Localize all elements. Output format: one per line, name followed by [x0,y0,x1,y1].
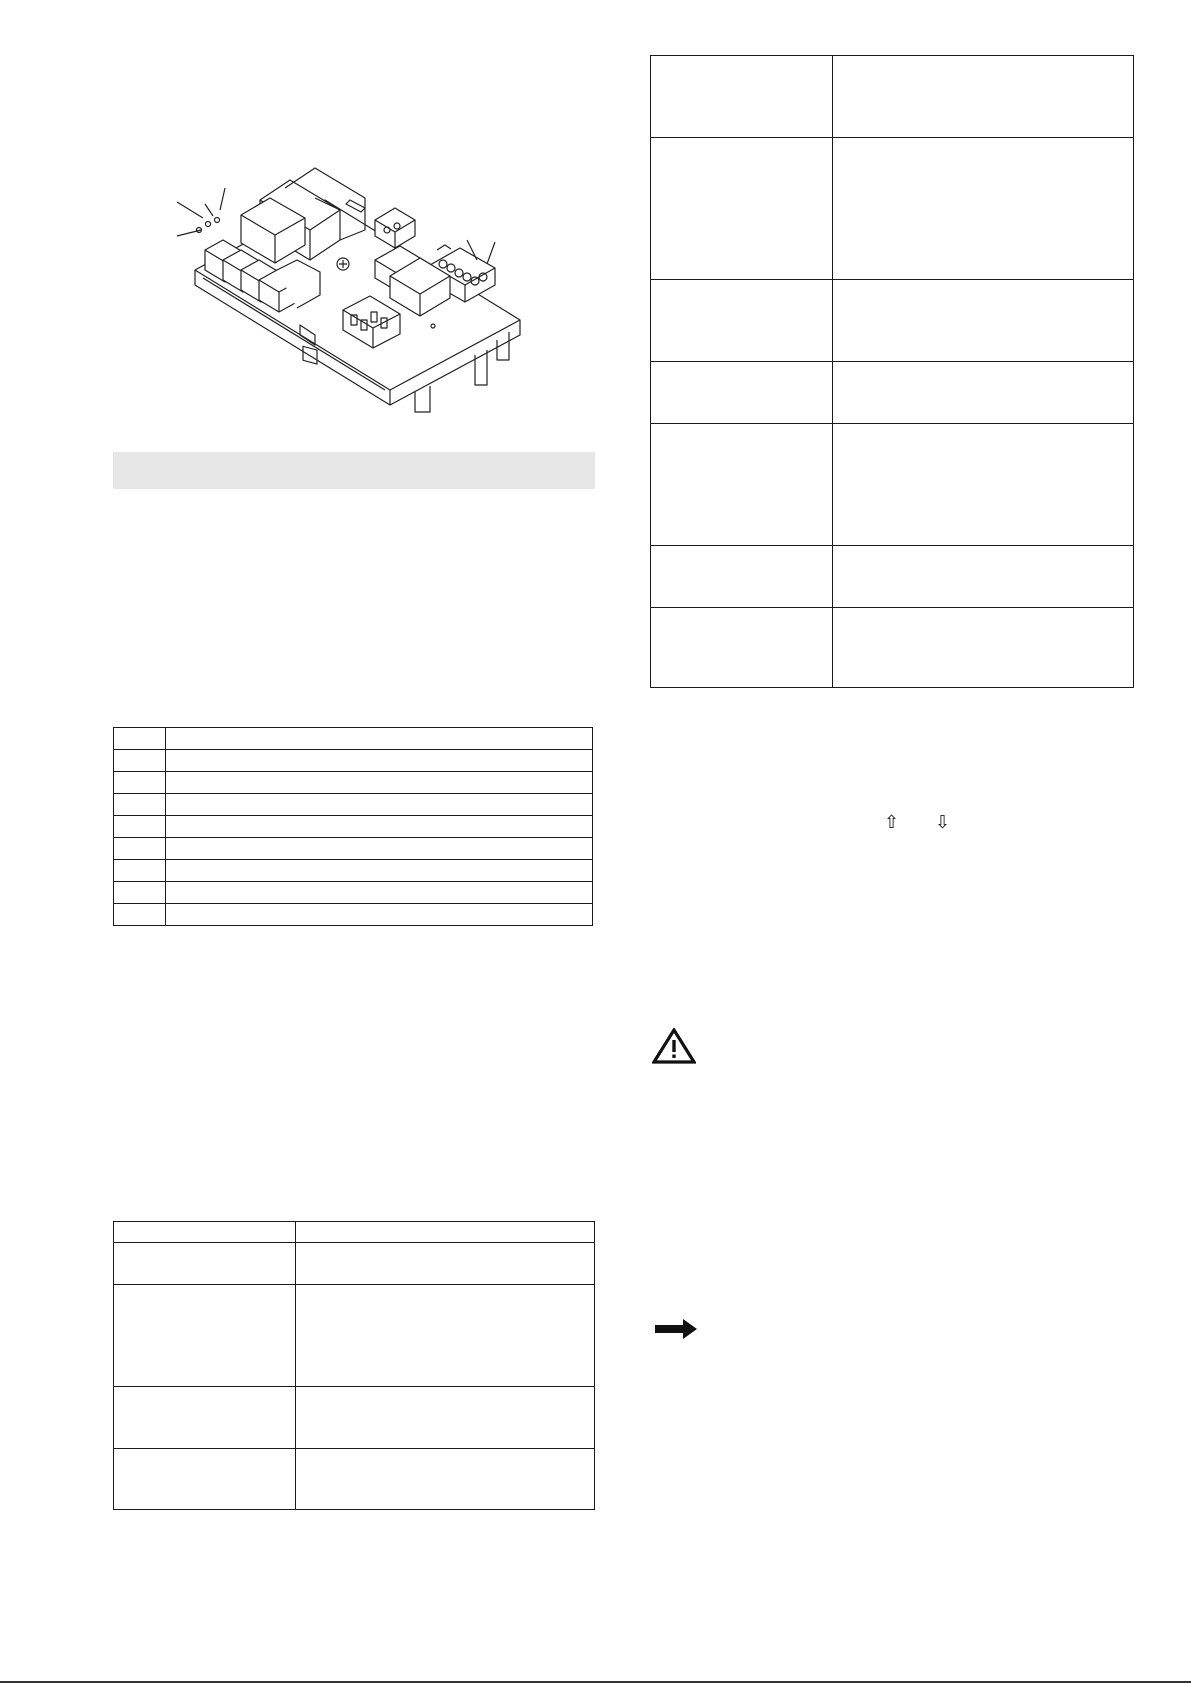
parameter-name-cell [114,1449,296,1510]
parameter-name-cell [651,424,833,546]
table-row [114,1243,595,1285]
pin-number-cell [114,728,166,750]
parameter-value-cell [833,56,1134,138]
warning-triangle-icon [652,1028,696,1064]
arrow-down-icon: ⇩ [935,812,951,833]
parameter-table-left [113,1221,595,1510]
table-row [651,608,1134,688]
parameter-value-cell [296,1243,595,1285]
parameter-name-cell [114,1243,296,1285]
parameter-name-cell [114,1387,296,1449]
parameter-value-cell [833,608,1134,688]
pin-description-cell [166,728,593,750]
parameter-name-cell [651,56,833,138]
table-row [114,750,593,772]
table-row [651,138,1134,280]
table-row [114,728,593,750]
table-row [114,772,593,794]
pin-description-cell [166,904,593,926]
table-row [114,1222,595,1243]
table-row [651,362,1134,424]
table-row [651,280,1134,362]
parameter-name-cell [651,138,833,280]
pin-description-cell [166,750,593,772]
pin-number-cell [114,904,166,926]
table-row [651,546,1134,608]
arrow-up-icon: ⇧ [884,812,900,833]
table-row [114,1449,595,1510]
pin-description-cell [166,816,593,838]
pin-description-cell [166,772,593,794]
pin-number-cell [114,794,166,816]
section-heading-bar [113,452,595,489]
parameter-value-cell [833,546,1134,608]
pin-number-cell [114,838,166,860]
pin-number-cell [114,772,166,794]
table-row [114,904,593,926]
table-row [114,1387,595,1449]
parameter-value-cell [833,362,1134,424]
pin-number-cell [114,750,166,772]
pin-description-cell [166,882,593,904]
table-row [114,882,593,904]
pin-description-cell [166,860,593,882]
pin-number-cell [114,860,166,882]
right-arrow-icon [655,1319,699,1339]
parameter-value-cell [833,138,1134,280]
parameter-value-cell [296,1285,595,1387]
pin-table [113,727,593,926]
parameter-value-cell [296,1449,595,1510]
parameter-name-cell [651,608,833,688]
parameter-name-cell [651,546,833,608]
parameter-table-right [650,55,1134,688]
parameter-name-cell [114,1222,296,1243]
pin-number-cell [114,882,166,904]
parameter-name-cell [651,362,833,424]
parameter-value-cell [833,424,1134,546]
parameter-value-cell [833,280,1134,362]
parameter-name-cell [114,1285,296,1387]
pin-description-cell [166,794,593,816]
parameter-name-cell [651,280,833,362]
table-row [651,56,1134,138]
table-row [651,424,1134,546]
table-row [114,1285,595,1387]
table-row [114,838,593,860]
pin-number-cell [114,816,166,838]
table-row [114,794,593,816]
parameter-value-cell [296,1222,595,1243]
parameter-value-cell [296,1387,595,1449]
table-row [114,816,593,838]
pin-description-cell [166,838,593,860]
table-row [114,860,593,882]
circuit-board-diagram [175,160,565,415]
page-bottom-rule [0,1681,1191,1683]
